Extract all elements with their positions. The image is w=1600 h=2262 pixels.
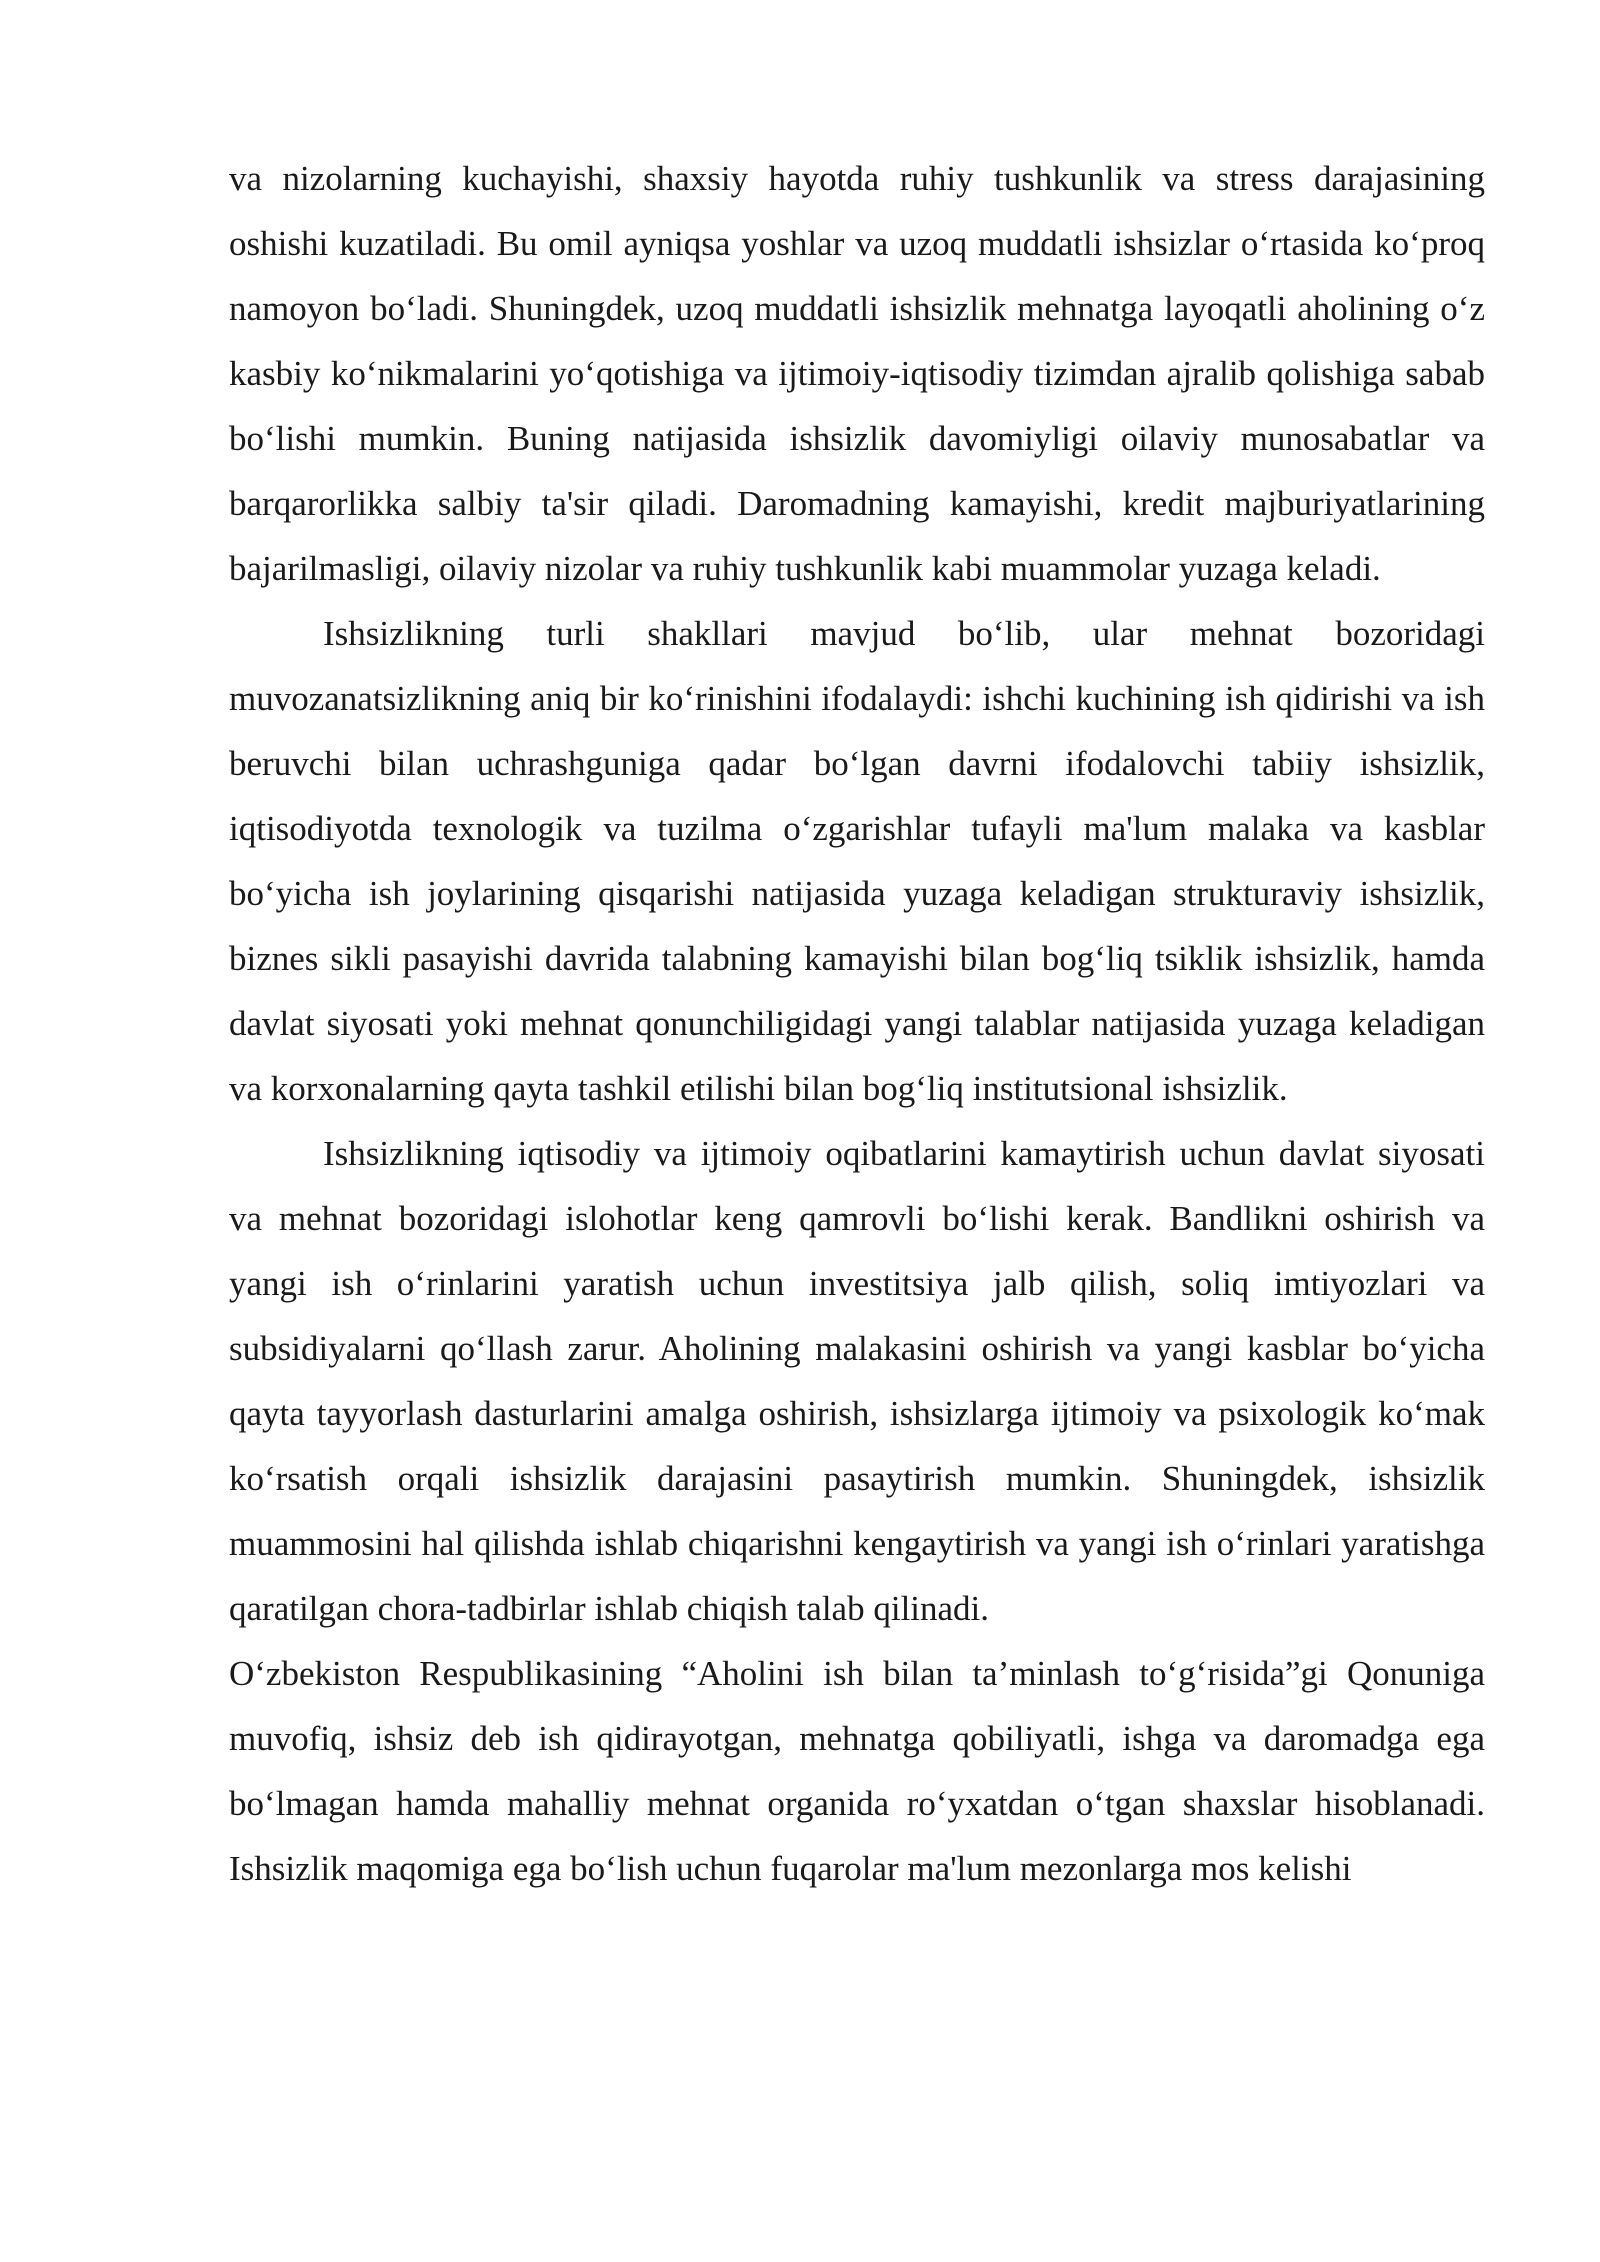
paragraph-3: Ishsizlikning iqtisodiy va ijtimoiy oqibatlarini kamaytirish uchun davlat siyosati va mehnat bozoridagi islohotlar keng qamrovli bo‘lishi kerak. Bandlikni oshirish va yangi ish o‘rinlarini yaratish uchun investitsiya jalb qilish, soliq imtiyozlari va subsidiyalarni qo‘llash zarur. Aholining malakasini oshirish va yangi kasblar bo‘yicha qayta tayyorlash dasturlarini amalga oshirish, ishsizlarga ijtimoiy va psixologik ko‘mak ko‘rsatish orqali ishsizlik darajasini pasaytirish mumkin. Shuningdek, ishsizlik muammosini hal qilishda ishlab chiqarishni kengaytirish va yangi ish o‘rinlari yaratishga qaratilgan chora-tadbirlar ishlab chiqish talab qilinadi.: [229, 1134, 1485, 1628]
paragraph-1: va nizolarning kuchayishi, shaxsiy hayotda ruhiy tushkunlik va stress darajasining oshishi kuzatiladi. Bu omil ayniqsa yoshlar va uzoq muddatli ishsizlar o‘rtasida ko‘proq namoyon bo‘ladi. Shuningdek, uzoq muddatli ishsizlik mehnatga layoqatli aholining o‘z kasbiy ko‘nikmalarini yo‘qotishiga va ijtimoiy-iqtisodiy tizimdan ajralib qolishiga sabab bo‘lishi mumkin. Buning natijasida ishsizlik davomiyligi oilaviy munosabatlar va barqarorlikka salbiy ta'sir qiladi. Daromadning kamayishi, kredit majburiyatlarining bajarilmasligi, oilaviy nizolar va ruhiy tushkunlik kabi muammolar yuzaga keladi.: [229, 159, 1485, 588]
paragraph-4: O‘zbekiston Respublikasining “Aholini ish bilan ta’minlash to‘g‘risida”gi Qonuniga muvofiq, ishsiz deb ish qidirayotgan, mehnatga qobiliyatli, ishga va daromadga ega bo‘lmagan hamda mahalliy mehnat organida ro‘yxatdan o‘tgan shaxslar hisoblanadi. Ishsizlik maqomiga ega bo‘lish uchun fuqarolar ma'lum mezonlarga mos kelishi: [229, 1654, 1485, 1888]
document-page: [229, 146, 1485, 1901]
paragraph-2: Ishsizlikning turli shakllari mavjud bo‘lib, ular mehnat bozoridagi muvozanatsizlikning aniq bir ko‘rinishini ifodalaydi: ishchi kuchining ish qidirishi va ish beruvchi bilan uchrashguniga qadar bo‘lgan davrni ifodalovchi tabiiy ishsizlik, iqtisodiyotda texnologik va tuzilma o‘zgarishlar tufayli ma'lum malaka va kasblar bo‘yicha ish joylarining qisqarishi natijasida yuzaga keladigan strukturaviy ishsizlik, biznes sikli pasayishi davrida talabning kamayishi bilan bog‘liq tsiklik ishsizlik, hamda davlat siyosati yoki mehnat qonunchiligidagi yangi talablar natijasida yuzaga keladigan va korxonalarning qayta tashkil etilishi bilan bog‘liq institutsional ishsizlik.: [229, 614, 1485, 1108]
